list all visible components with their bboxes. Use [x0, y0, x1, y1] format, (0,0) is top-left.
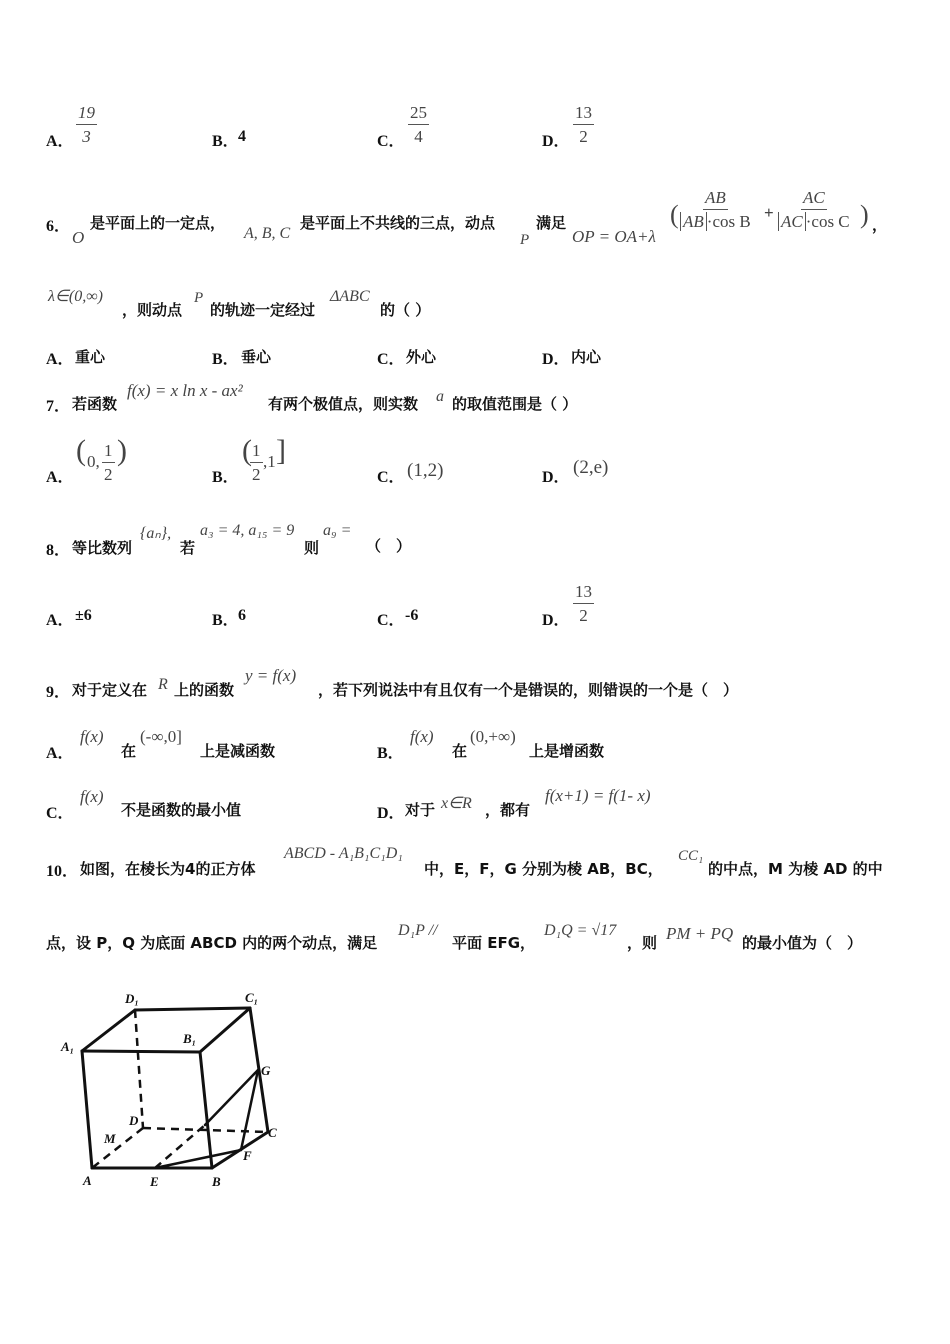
q6-text-5: 的轨迹一定经过: [210, 301, 316, 319]
q9-option-c-text: 不是函数的最小值: [121, 801, 242, 819]
q8-condition: a₃ = 4, a₁₅ = 9: [200, 522, 295, 539]
q6-text-1: 是平面上的一定点，: [90, 214, 226, 232]
q8-option-b-value: 6: [238, 607, 246, 624]
q6-option-a-label: A．: [46, 351, 74, 368]
q9-option-d-label: D．: [377, 805, 405, 822]
label-d1: D₁: [125, 991, 139, 1006]
q5-option-d-label: D．: [542, 133, 570, 150]
label-g: G: [261, 1063, 271, 1078]
q9-option-c-func: f(x): [80, 787, 104, 806]
q7-option-b-open: (: [242, 434, 252, 467]
q6-text-6: 的（ ）: [380, 301, 431, 319]
edge-d-c-hidden: [143, 1128, 268, 1132]
q7-text-1: 若函数: [72, 395, 118, 413]
q6-fraction-ac: $\frac{AC}{\text{AC ·cos C}}$: [778, 189, 850, 230]
q6-open-paren: (: [670, 200, 679, 229]
q8-sequence: {aₙ},: [140, 525, 172, 542]
q5-option-d-fraction: $\frac{13}{2}$: [575, 103, 592, 146]
q9-number: 9．: [46, 684, 71, 701]
label-c: C: [268, 1125, 277, 1140]
edge-d1-c1: [135, 1008, 250, 1010]
label-b: B: [212, 1174, 221, 1189]
label-a: A: [83, 1173, 92, 1188]
label-a1: A₁: [61, 1039, 75, 1054]
q8-option-d-fraction: $\frac{13}{2}$: [575, 582, 592, 625]
q9-option-a-text-1: 在: [121, 742, 137, 760]
q8-text-1: 等比数列: [72, 539, 133, 557]
q8-option-a-value: ±6: [75, 607, 92, 624]
q7-option-a-open: (: [76, 434, 86, 467]
q10-text-5: 平面 EFG，: [452, 934, 536, 952]
label-e: E: [150, 1174, 159, 1189]
q6-var-o: O: [72, 228, 85, 247]
segment-f-g: [241, 1070, 258, 1150]
q7-var-a: a: [436, 388, 444, 405]
q10-d1p: D₁P //: [398, 922, 438, 939]
q9-function: y = f(x): [245, 666, 297, 685]
q6-text-3: 满足: [536, 214, 567, 232]
q8-option-b-label: B．: [212, 612, 239, 629]
q6-number: 6．: [46, 218, 71, 235]
q6-lambda-range: λ∈(0,∞): [48, 288, 103, 305]
edge-d-a-hidden: [92, 1128, 143, 1168]
edge-b1-b: [200, 1052, 212, 1168]
segment-f-g-upper: [205, 1070, 258, 1125]
q8-option-a-label: A．: [46, 612, 74, 629]
q9-option-d-text-1: 对于: [405, 801, 436, 819]
q9-text-3: ，若下列说法中有且仅有一个是错误的，则错误的一个是（ ）: [318, 681, 739, 699]
q6-option-d-label: D．: [542, 351, 570, 368]
q6-close-paren: ): [860, 200, 869, 229]
q6-option-b-text: 垂心: [241, 348, 272, 366]
q6-var-abc: A, B, C: [244, 225, 291, 242]
q9-option-d-equation: f(x+1) = f(1- x): [545, 786, 651, 805]
q9-option-a-func: f(x): [80, 727, 104, 746]
q7-option-c-value: (1,2): [407, 460, 444, 481]
edge-a1-a: [82, 1051, 92, 1168]
q10-text-4: 点，设 P，Q 为底面 ABCD 内的两个动点，满足: [46, 934, 378, 952]
q10-d1q: D₁Q = √17: [544, 922, 617, 939]
q9-option-b-func: f(x): [410, 727, 434, 746]
q9-text-2: 上的函数: [174, 681, 235, 699]
q7-option-a-label: A．: [46, 469, 74, 486]
edge-a1-d1: [82, 1010, 135, 1051]
q6-option-b-label: B．: [212, 351, 239, 368]
q8-target: a₉ =: [323, 522, 352, 539]
q7-option-b-post: ,1: [263, 452, 276, 471]
q8-option-c-label: C．: [377, 612, 405, 629]
q9-option-d-text-2: ，都有: [485, 801, 531, 819]
q8-text-3: 则: [304, 539, 320, 557]
q10-text-6: ，则: [627, 934, 658, 952]
q6-fraction-ab: $\frac{AB}{\text{AB ·cos B}}$: [680, 189, 751, 230]
q6-option-c-text: 外心: [406, 348, 437, 366]
q8-number: 8．: [46, 542, 71, 559]
q8-text-2: 若: [180, 539, 196, 557]
q6-option-d-text: 内心: [571, 348, 602, 366]
label-c1: C₁: [245, 990, 259, 1005]
q5-option-b-value: 4: [238, 128, 246, 145]
q9-option-b-text-2: 上是增函数: [529, 742, 605, 760]
q10-number: 10．: [46, 863, 79, 880]
q9-option-a-text-2: 上是减函数: [200, 742, 276, 760]
q7-text-2: 有两个极值点，则实数: [268, 395, 419, 413]
q7-option-a-pre: 0,: [87, 452, 100, 471]
q9-option-a-interval: (-∞,0]: [140, 727, 182, 746]
q9-option-d-condition: x∈R: [441, 795, 472, 812]
q7-function: f(x) = x ln x - ax²: [127, 381, 243, 400]
q8-option-c-value: -6: [405, 607, 419, 624]
q6-triangle: ΔABC: [330, 288, 370, 305]
q9-option-b-interval: (0,+∞): [470, 727, 516, 746]
q10-text-7: 的最小值为（ ）: [742, 934, 863, 952]
label-d: D: [129, 1113, 139, 1128]
q9-option-c-label: C．: [46, 805, 74, 822]
q8-text-4: （ ）: [366, 537, 412, 555]
q6-vector-equation: OP = OA+λ: [572, 227, 656, 246]
cube-figure: [55, 985, 315, 1200]
q6-var-p2: P: [194, 290, 204, 306]
q5-option-a-fraction: $\frac{19}{3}$: [78, 103, 95, 146]
q5-option-c-fraction: $\frac{25}{4}$: [410, 103, 427, 146]
q10-text-1: 如图，在棱长为4的正方体: [80, 860, 256, 878]
q10-cc1: CC₁: [678, 848, 704, 864]
edge-b1-c1: [200, 1008, 250, 1052]
q9-var-r: R: [158, 676, 168, 693]
label-m: M: [104, 1131, 116, 1146]
edge-d1-d-hidden: [135, 1010, 143, 1128]
q9-option-b-label: B．: [377, 745, 404, 762]
q9-option-a-label: A．: [46, 745, 74, 762]
q10-text-3: 的中点，M 为棱 AD 的中: [708, 860, 883, 878]
q10-pmpq: PM + PQ: [666, 924, 734, 943]
q6-comma: ，: [872, 216, 888, 234]
q7-option-d-value: (2,e): [573, 457, 609, 478]
q7-option-d-label: D．: [542, 469, 570, 486]
label-f: F: [243, 1148, 252, 1163]
q6-var-p: P: [520, 232, 530, 248]
q6-plus: +: [764, 203, 774, 222]
q8-option-d-label: D．: [542, 612, 570, 629]
edge-a1-b1: [82, 1051, 200, 1052]
q7-option-c-label: C．: [377, 469, 405, 486]
q7-option-a-fraction: $\frac{1}{2}$: [104, 441, 113, 484]
q7-option-b-label: B．: [212, 469, 239, 486]
q10-text-2: 中，E，F，G 分别为棱 AB，BC，: [424, 860, 663, 878]
q9-text-1: 对于定义在: [72, 681, 148, 699]
q10-cube: ABCD - A₁B₁C₁D₁: [284, 845, 403, 862]
q5-option-c-label: C．: [377, 133, 405, 150]
q5-option-a-label: A．: [46, 133, 74, 150]
q6-option-a-text: 重心: [75, 348, 106, 366]
label-b1: B₁: [183, 1031, 197, 1046]
q5-option-b-label: B．: [212, 133, 239, 150]
q7-option-a-close: ): [117, 434, 127, 467]
q7-option-b-fraction: $\frac{1}{2}$: [252, 441, 261, 484]
q7-option-b-close: ]: [276, 434, 286, 467]
q6-option-c-label: C．: [377, 351, 405, 368]
q7-text-3: 的取值范围是（ ）: [452, 395, 578, 413]
q7-number: 7．: [46, 398, 71, 415]
q6-text-2: 是平面上不共线的三点，动点: [300, 214, 496, 232]
q6-text-4: ，则动点: [122, 301, 183, 319]
q9-option-b-text-1: 在: [452, 742, 468, 760]
